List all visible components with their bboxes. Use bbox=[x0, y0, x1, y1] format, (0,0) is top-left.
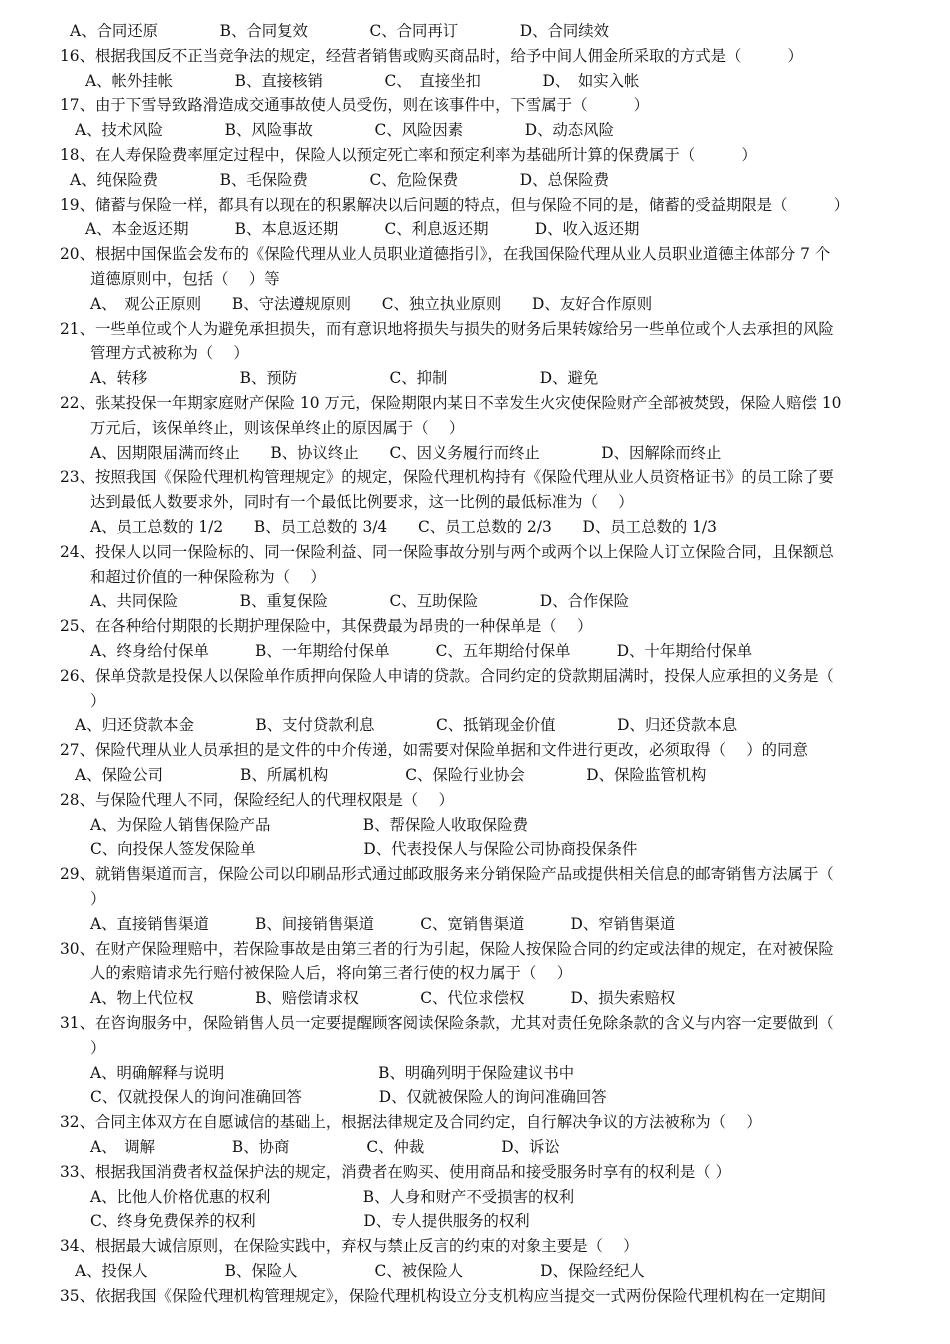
question-continuation: 和超过价值的一种保险称为（ ） bbox=[90, 567, 326, 586]
question-continuation: 管理方式被称为（ ） bbox=[90, 344, 249, 363]
answer-options: A、比他人价格优惠的权利 B、人身和财产不受损害的权利 bbox=[90, 1187, 575, 1206]
answer-options: A、纯保险费 B、毛保险费 C、危险保费 D、总保险费 bbox=[70, 170, 610, 189]
question-line: 25、在各种给付期限的长期护理保险中，其保费最为昂贵的一种保单是（ ） bbox=[60, 617, 593, 636]
question-continuation: 道德原则中，包括（ ）等 bbox=[90, 270, 280, 288]
answer-options: C、终身免费保养的权利 D、专人提供服务的权利 bbox=[90, 1212, 530, 1231]
question-continuation: 达到最低人数要求外，同时有一个最低比例要求，这一比例的最低标准为（ ） bbox=[90, 493, 634, 512]
answer-options: A、明确解释与说明 B、明确列明于保险建议书中 bbox=[90, 1063, 575, 1082]
question-line: 23、按照我国《保险代理机构管理规定》的规定，保险代理机构持有《保险代理从业人员资格证书》的员工除了要 bbox=[60, 468, 834, 487]
question-continuation: ） bbox=[90, 691, 106, 710]
question-line: 24、投保人以同一保险标的、同一保险利益、同一保险事故分别与两个或两个以上保险人订立保险合同，且保额总 bbox=[60, 542, 834, 561]
question-line: 29、就销售渠道而言，保险公司以印刷品形式通过邮政服务来分销保险产品或提供相关信息的邮寄销售方法属于（ bbox=[60, 865, 834, 884]
question-line: 35、依据我国《保险代理机构管理规定》，保险代理机构设立分支机构应当提交一式两份保险代理机构在一定期间 bbox=[60, 1286, 827, 1305]
question-line: 22、张某投保一年期家庭财产保险 10 万元，保险期限内某日不幸发生火灾使保险财产全部被焚毁，保险人赔偿 10 bbox=[60, 394, 842, 412]
question-line: 28、与保险代理人不同，保险经纪人的代理权限是（ ） bbox=[60, 790, 454, 809]
answer-options: A、保险公司 B、所属机构 C、保险行业协会 D、保险监管机构 bbox=[75, 766, 707, 784]
question-line: 30、在财产保险理赔中，若保险事故是由第三者的行为引起，保险人按保险合同的约定或法律的规定，在对被保险 bbox=[60, 939, 834, 958]
answer-options: A、直接销售渠道 B、间接销售渠道 C、宽销售渠道 D、窄销售渠道 bbox=[90, 914, 676, 933]
answer-options: A、员工总数的 1/2 B、员工总数的 3/4 C、员工总数的 2/3 D、员工总数的 1/3 bbox=[90, 518, 717, 536]
answer-options: A、 观公正原则 B、守法遵规原则 C、独立执业原则 D、友好合作原则 bbox=[90, 294, 653, 313]
answer-options: A、合同还原 B、合同复效 C、合同再订 D、合同续效 bbox=[70, 22, 610, 40]
question-line: 31、在咨询服务中，保险销售人员一定要提醒顾客阅读保险条款，尤其对责任免除条款的含义与内容一定要做到（ bbox=[60, 1014, 834, 1032]
question-line: 16、根据我国反不正当竞争法的规定，经营者销售或购买商品时，给予中间人佣金所采取的方式是（ ） bbox=[60, 46, 803, 65]
answer-options: A、物上代位权 B、赔偿请求权 C、代位求偿权 D、损失索赔权 bbox=[90, 989, 676, 1008]
answer-options: A、终身给付保单 B、一年期给付保单 C、五年期给付保单 D、十年期给付保单 bbox=[90, 642, 753, 660]
answer-options: C、向投保人签发保险单 D、代表投保人与保险公司协商投保条件 bbox=[90, 840, 638, 859]
question-line: 17、由于下雪导致路滑造成交通事故使人员受伤，则在该事件中，下雪属于（ ） bbox=[60, 96, 650, 115]
answer-options: A、投保人 B、保险人 C、被保险人 D、保险经纪人 bbox=[75, 1262, 645, 1280]
answer-options: A、归还贷款本金 B、支付贷款利息 C、抵销现金价值 D、归还贷款本息 bbox=[75, 716, 738, 735]
question-line: 21、一些单位或个人为避免承担损失，而有意识地将损失与损失的财务后果转嫁给另一些单位或个人去承担的风险 bbox=[60, 319, 834, 338]
question-line: 18、在人寿保险费率厘定过程中，保险人以预定死亡率和预定利率为基础所计算的保费属于（ ） bbox=[60, 146, 757, 164]
question-line: 19、储蓄与保险一样，都具有以现在的积累解决以后问题的特点，但与保险不同的是，储蓄的受益期限是（ ） bbox=[60, 195, 850, 214]
answer-options: A、为保险人销售保险产品 B、帮保险人收取保险费 bbox=[90, 815, 528, 834]
answer-options: C、仅就投保人的询问准确回答 D、仅就被保险人的询问准确回答 bbox=[90, 1088, 607, 1107]
question-continuation: 人的索赔请求先行赔付被保险人后，将向第三者行使的权力属于（ ） bbox=[90, 964, 573, 983]
question-continuation: ） bbox=[90, 1038, 106, 1057]
question-continuation: 万元后，该保单终止，则该保单终止的原因属于（ ） bbox=[90, 418, 465, 437]
question-line: 34、根据最大诚信原则，在保险实践中，弃权与禁止反言的约束的对象主要是（ ） bbox=[60, 1237, 639, 1256]
answer-options: A、技术风险 B、风险事故 C、风险因素 D、动态风险 bbox=[75, 121, 615, 140]
answer-options: A、因期限届满而终止 B、协议终止 C、因义务履行而终止 D、因解除而终止 bbox=[90, 443, 722, 462]
question-line: 26、保单贷款是投保人以保险单作质押向保险人申请的贷款。合同约定的贷款期届满时，投保人应承担的义务是（ bbox=[60, 666, 834, 685]
question-continuation: ） bbox=[90, 890, 106, 908]
answer-options: A、 调解 B、协商 C、仲裁 D、诉讼 bbox=[90, 1138, 560, 1156]
answer-options: A、帐外挂帐 B、直接核销 C、 直接坐扣 D、 如实入帐 bbox=[85, 71, 640, 90]
question-line: 33、根据我国消费者权益保护法的规定，消费者在购买、使用商品和接受服务时享有的权利是（ ） bbox=[60, 1162, 731, 1181]
question-line: 32、合同主体双方在自愿诚信的基础上，根据法律规定及合同约定，自行解决争议的方法被称为（ ） bbox=[60, 1113, 762, 1132]
question-line: 27、保险代理从业人员承担的是文件的中介传递，如需要对保险单据和文件进行更改，必须取得（ ）的同意 bbox=[60, 741, 808, 760]
question-line: 20、根据中国保监会发布的《保险代理从业人员职业道德指引》，在我国保险代理从业人员职业道德主体部分 7 个 bbox=[60, 245, 831, 264]
answer-options: A、本金返还期 B、本息返还期 C、利息返还期 D、收入返还期 bbox=[85, 220, 640, 239]
answer-options: A、转移 B、预防 C、抑制 D、避免 bbox=[90, 369, 599, 388]
answer-options: A、共同保险 B、重复保险 C、互助保险 D、合作保险 bbox=[90, 592, 630, 611]
